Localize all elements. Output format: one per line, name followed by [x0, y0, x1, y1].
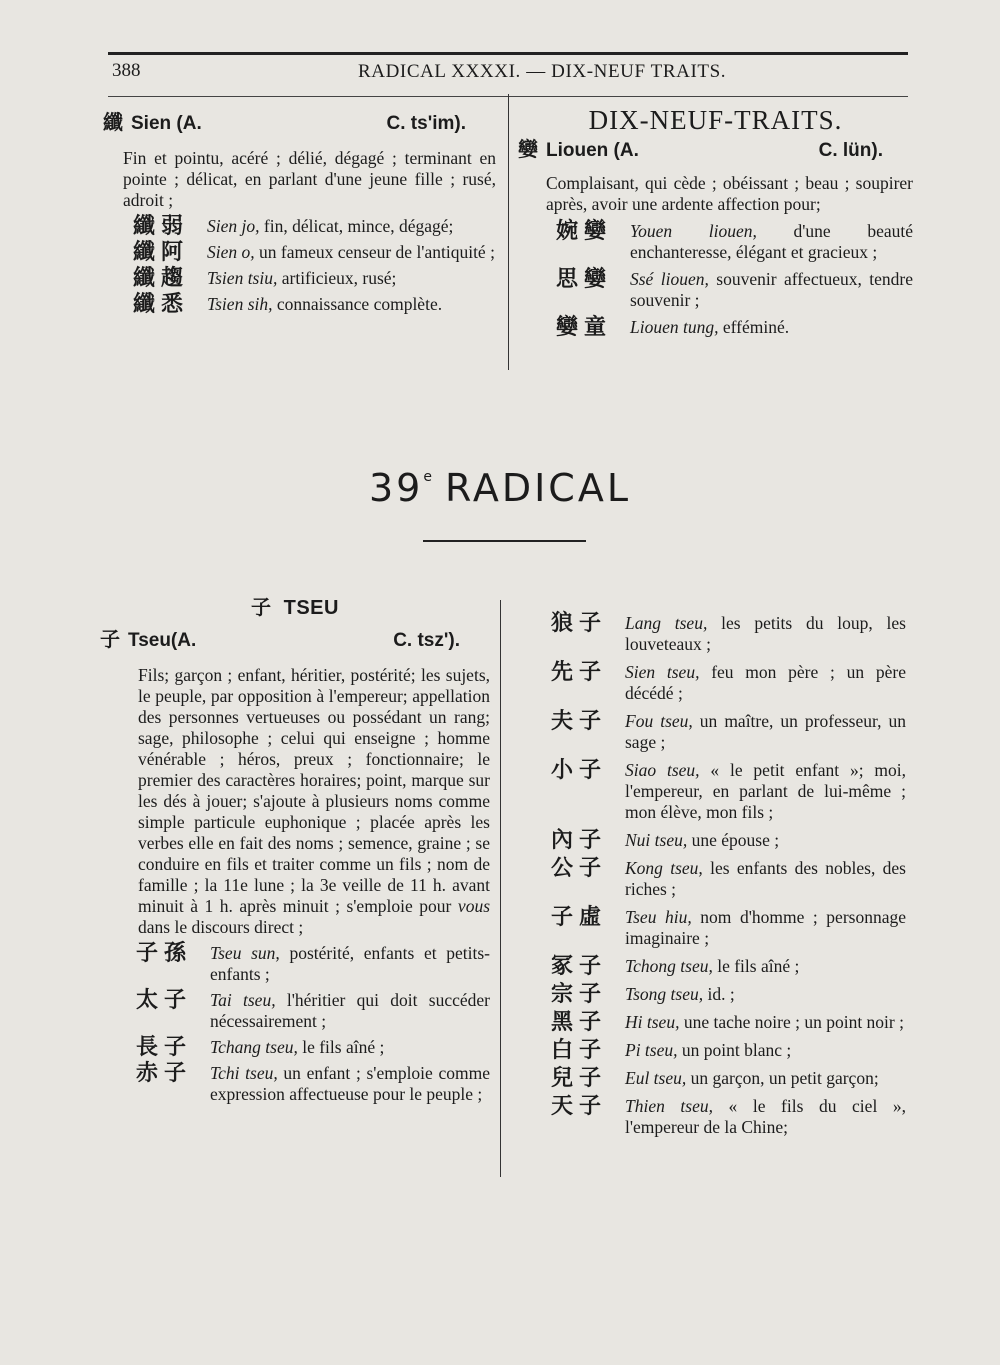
top-left-column: [103, 112, 496, 315]
compound-entry: [551, 984, 906, 1005]
compound-gloss: [625, 956, 906, 977]
compound-meaning: un maître, un professeur, un sage ;: [625, 711, 906, 752]
compound-hanzi: 夫子: [551, 709, 608, 734]
compound-meaning: nom d'homme ; personnage imaginaire ;: [625, 907, 906, 948]
compound-meaning: efféminé.: [718, 317, 790, 337]
compound-hanzi: 狼子: [551, 611, 608, 636]
compound-gloss: [207, 268, 496, 289]
compound-gloss: [210, 1037, 490, 1058]
compound-meaning: souvenir affectueux, tendre souvenir ;: [630, 269, 913, 310]
compound-gloss: [207, 242, 496, 263]
compound-meaning: une épouse ;: [687, 830, 780, 850]
compound-romanization: Kong tseu,: [625, 858, 703, 878]
compound-meaning: un fameux censeur de l'antiquité ;: [254, 242, 495, 262]
compound-romanization: Nui tseu,: [625, 830, 688, 850]
entry-headword: [100, 629, 490, 651]
compound-romanization: Ssé liouen,: [630, 269, 709, 289]
compound-romanization: Tsong tseu,: [625, 984, 704, 1004]
compound-meaning: « le fils du ciel », l'empereur de la Chine;: [625, 1096, 906, 1137]
compound-romanization: Thien tseu,: [625, 1096, 713, 1116]
compound-entry: [551, 907, 906, 949]
compound-meaning: les enfants des nobles, des riches ;: [625, 858, 906, 899]
compound-romanization: Tchong tseu,: [625, 956, 713, 976]
entry-definition: Fin et pointu, acéré ; délié, dégagé ; terminant en pointe ; délicat, en parlant d'une jeune fille ; rusé, adroit ;: [123, 148, 496, 210]
compound-meaning: fin, délicat, mince, dégagé;: [259, 216, 454, 236]
compound-gloss: [625, 711, 906, 753]
entry-romanization: Liouen (A.: [546, 140, 639, 161]
compound-entry: [556, 317, 913, 338]
compound-hanzi: 內子: [551, 828, 608, 853]
compound-hanzi: 太子: [136, 988, 193, 1013]
entry-c-reading: C. ts'im).: [386, 113, 466, 134]
compound-hanzi: 兒子: [551, 1066, 608, 1091]
compound-romanization: Tai tseu,: [210, 990, 276, 1010]
compound-gloss: [630, 221, 913, 263]
section-hanzi: 子: [251, 595, 272, 619]
compound-meaning: une tache noire ; un point noir ;: [679, 1012, 904, 1032]
compound-romanization: Siao tseu,: [625, 760, 700, 780]
compound-entry: [551, 830, 906, 851]
compound-gloss: [210, 943, 490, 985]
compound-gloss: [625, 858, 906, 900]
compound-gloss: [625, 760, 906, 823]
compound-meaning: feu mon père ; un père décédé ;: [625, 662, 906, 703]
compound-gloss: [625, 984, 906, 1005]
compound-hanzi: 白子: [551, 1038, 608, 1063]
entry-hanzi: 孌: [518, 137, 538, 161]
compound-gloss: [625, 613, 906, 655]
compound-romanization: Tchang tseu,: [210, 1037, 298, 1057]
compound-romanization: Tsien sih,: [207, 294, 273, 314]
compound-gloss: [630, 269, 913, 311]
compound-entry: [133, 268, 496, 289]
compound-gloss: [625, 1068, 906, 1089]
compound-meaning: le fils aîné ;: [712, 956, 800, 976]
compound-list: [518, 221, 913, 338]
compound-hanzi: 小子: [551, 758, 608, 783]
top-rule: [108, 52, 908, 55]
compound-romanization: Sien o,: [207, 242, 255, 262]
compound-gloss: [207, 294, 496, 315]
compound-entry: [136, 943, 490, 985]
compound-hanzi: 纖弱: [133, 214, 190, 239]
compound-entry: [556, 221, 913, 263]
compound-list: [551, 613, 906, 1138]
compound-meaning: un garçon, un petit garçon;: [686, 1068, 879, 1088]
compound-romanization: Tseu sun,: [210, 943, 280, 963]
compound-romanization: Tchi tseu,: [210, 1063, 278, 1083]
compound-entry: [551, 662, 906, 704]
compound-romanization: Eul tseu,: [625, 1068, 687, 1088]
compound-hanzi: 婉孌: [556, 219, 613, 244]
compound-entry: [551, 1040, 906, 1061]
compound-list: [100, 943, 490, 1105]
compound-romanization: Pi tseu,: [625, 1040, 678, 1060]
entry-headword: [103, 112, 496, 134]
compound-meaning: postérité, enfants et petits-enfants ;: [210, 943, 491, 984]
entry-headword: [518, 139, 913, 161]
compound-entry: [551, 1096, 906, 1138]
compound-romanization: Liouen tung,: [630, 317, 719, 337]
running-head: RADICAL XXXXI. — DIX-NEUF TRAITS.: [358, 61, 727, 82]
compound-meaning: un point blanc ;: [677, 1040, 792, 1060]
compound-meaning: un enfant ; s'emploie comme expression affectueuse pour le peuple ;: [210, 1063, 490, 1104]
compound-hanzi: 纖悉: [133, 292, 190, 317]
compound-romanization: Sien jo,: [207, 216, 260, 236]
compound-entry: [133, 242, 496, 263]
compound-hanzi: 長子: [136, 1035, 193, 1060]
compound-hanzi: 冢子: [551, 954, 608, 979]
page-number: 388: [112, 60, 141, 81]
compound-hanzi: 子孫: [136, 941, 193, 966]
radical-superscript: e: [423, 469, 435, 485]
compound-hanzi: 宗子: [551, 982, 608, 1007]
compound-entry: [136, 990, 490, 1032]
compound-hanzi: 孌童: [556, 315, 613, 340]
compound-romanization: Youen liouen,: [630, 221, 757, 241]
compound-entry: [556, 269, 913, 311]
compound-gloss: [625, 662, 906, 704]
page-header: [108, 58, 908, 86]
compound-entry: [551, 613, 906, 655]
compound-hanzi: 子虛: [551, 905, 608, 930]
radical-number: 39: [368, 466, 424, 510]
compound-entry: [551, 760, 906, 823]
compound-hanzi: 先子: [551, 660, 608, 685]
compound-meaning: connaissance complète.: [272, 294, 443, 314]
radical-heading: [0, 466, 1000, 510]
compound-gloss: [210, 1063, 490, 1105]
section-heading: [100, 597, 490, 619]
radical-rule: [423, 540, 586, 542]
compound-gloss: [210, 990, 490, 1032]
compound-gloss: [630, 317, 913, 338]
compound-hanzi: 赤子: [136, 1061, 193, 1086]
compound-hanzi: 公子: [551, 856, 608, 881]
column-divider-top: [508, 94, 509, 370]
compound-gloss: [625, 1012, 906, 1033]
compound-hanzi: 纖阿: [133, 240, 190, 265]
compound-meaning: le fils aîné ;: [297, 1037, 385, 1057]
compound-meaning: les petits du loup, les louveteaux ;: [625, 613, 906, 654]
compound-meaning: d'une beauté enchanteresse, élégant et gracieux ;: [630, 221, 913, 262]
entry-definition: Complaisant, qui cède ; obéissant ; beau ; soupirer après, avoir une ardente affection pour;: [546, 173, 913, 214]
compound-gloss: [207, 216, 496, 237]
compound-entry: [551, 711, 906, 753]
column-divider-bottom: [500, 600, 501, 1177]
compound-romanization: Lang tseu,: [625, 613, 708, 633]
compound-hanzi: 思孌: [556, 267, 613, 292]
radical-word: RADICAL: [444, 466, 631, 510]
compound-entry: [551, 956, 906, 977]
compound-entry: [551, 1068, 906, 1089]
compound-meaning: « le petit enfant »; moi, l'empereur, en parlant de lui-même ; mon élève, mon fils ;: [625, 760, 906, 822]
entry-romanization: Tseu(A.: [128, 630, 197, 651]
compound-meaning: l'héritier qui doit succéder nécessairement ;: [210, 990, 490, 1031]
compound-hanzi: 纖趨: [133, 266, 190, 291]
section-title: TSEU: [283, 597, 339, 619]
entry-c-reading: C. tsz').: [393, 630, 460, 651]
compound-gloss: [625, 1040, 906, 1061]
compound-list: [103, 216, 496, 315]
compound-entry: [133, 294, 496, 315]
compound-hanzi: 黑子: [551, 1010, 608, 1035]
compound-meaning: id. ;: [703, 984, 735, 1004]
entry-c-reading: C. lün).: [818, 140, 883, 161]
top-right-column: [518, 105, 913, 340]
compound-romanization: Tseu hiu,: [625, 907, 692, 927]
compound-entry: [136, 1063, 490, 1105]
bottom-left-column: [100, 597, 490, 1105]
entry-definition: Fils; garçon ; enfant, héritier, postérité; les sujets, le peuple, par opposition à l'empereur; appellation des personnes vertueuses ou possédant un rang; sage, philosophe ; celui qui enseigne ; homme vénérable ; héros, preux ; fonctionnaire; le premier des caractères horaires; point, marque sur les dés à jouer; s'ajoute à plusieurs noms comme simple particule euphonique ; placée après les verbes elle en fait des noms ; semence, graine ; se conduire en fils et traiter comme un fils ; nom de famille ; la 11e lune ; la 3e veille de 11 h. avant minuit à 1 h. après minuit ; s'emploie pour vous dans le discours direct ;: [138, 665, 490, 937]
compound-entry: [136, 1037, 490, 1058]
compound-romanization: Hi tseu,: [625, 1012, 680, 1032]
bottom-right-column: [551, 606, 906, 1138]
compound-entry: [551, 858, 906, 900]
section-title: DIX-NEUF-TRAITS.: [588, 105, 843, 135]
compound-romanization: Sien tseu,: [625, 662, 700, 682]
compound-entry: [133, 216, 496, 237]
compound-meaning: artificieux, rusé;: [277, 268, 397, 288]
compound-gloss: [625, 830, 906, 851]
compound-gloss: [625, 1096, 906, 1138]
compound-entry: [551, 1012, 906, 1033]
entry-hanzi: 子: [100, 627, 120, 651]
entry-romanization: Sien (A.: [131, 113, 202, 134]
compound-romanization: Fou tseu,: [625, 711, 693, 731]
entry-hanzi: 纖: [103, 110, 123, 134]
compound-romanization: Tsien tsiu,: [207, 268, 278, 288]
compound-gloss: [625, 907, 906, 949]
compound-hanzi: 天子: [551, 1094, 608, 1119]
